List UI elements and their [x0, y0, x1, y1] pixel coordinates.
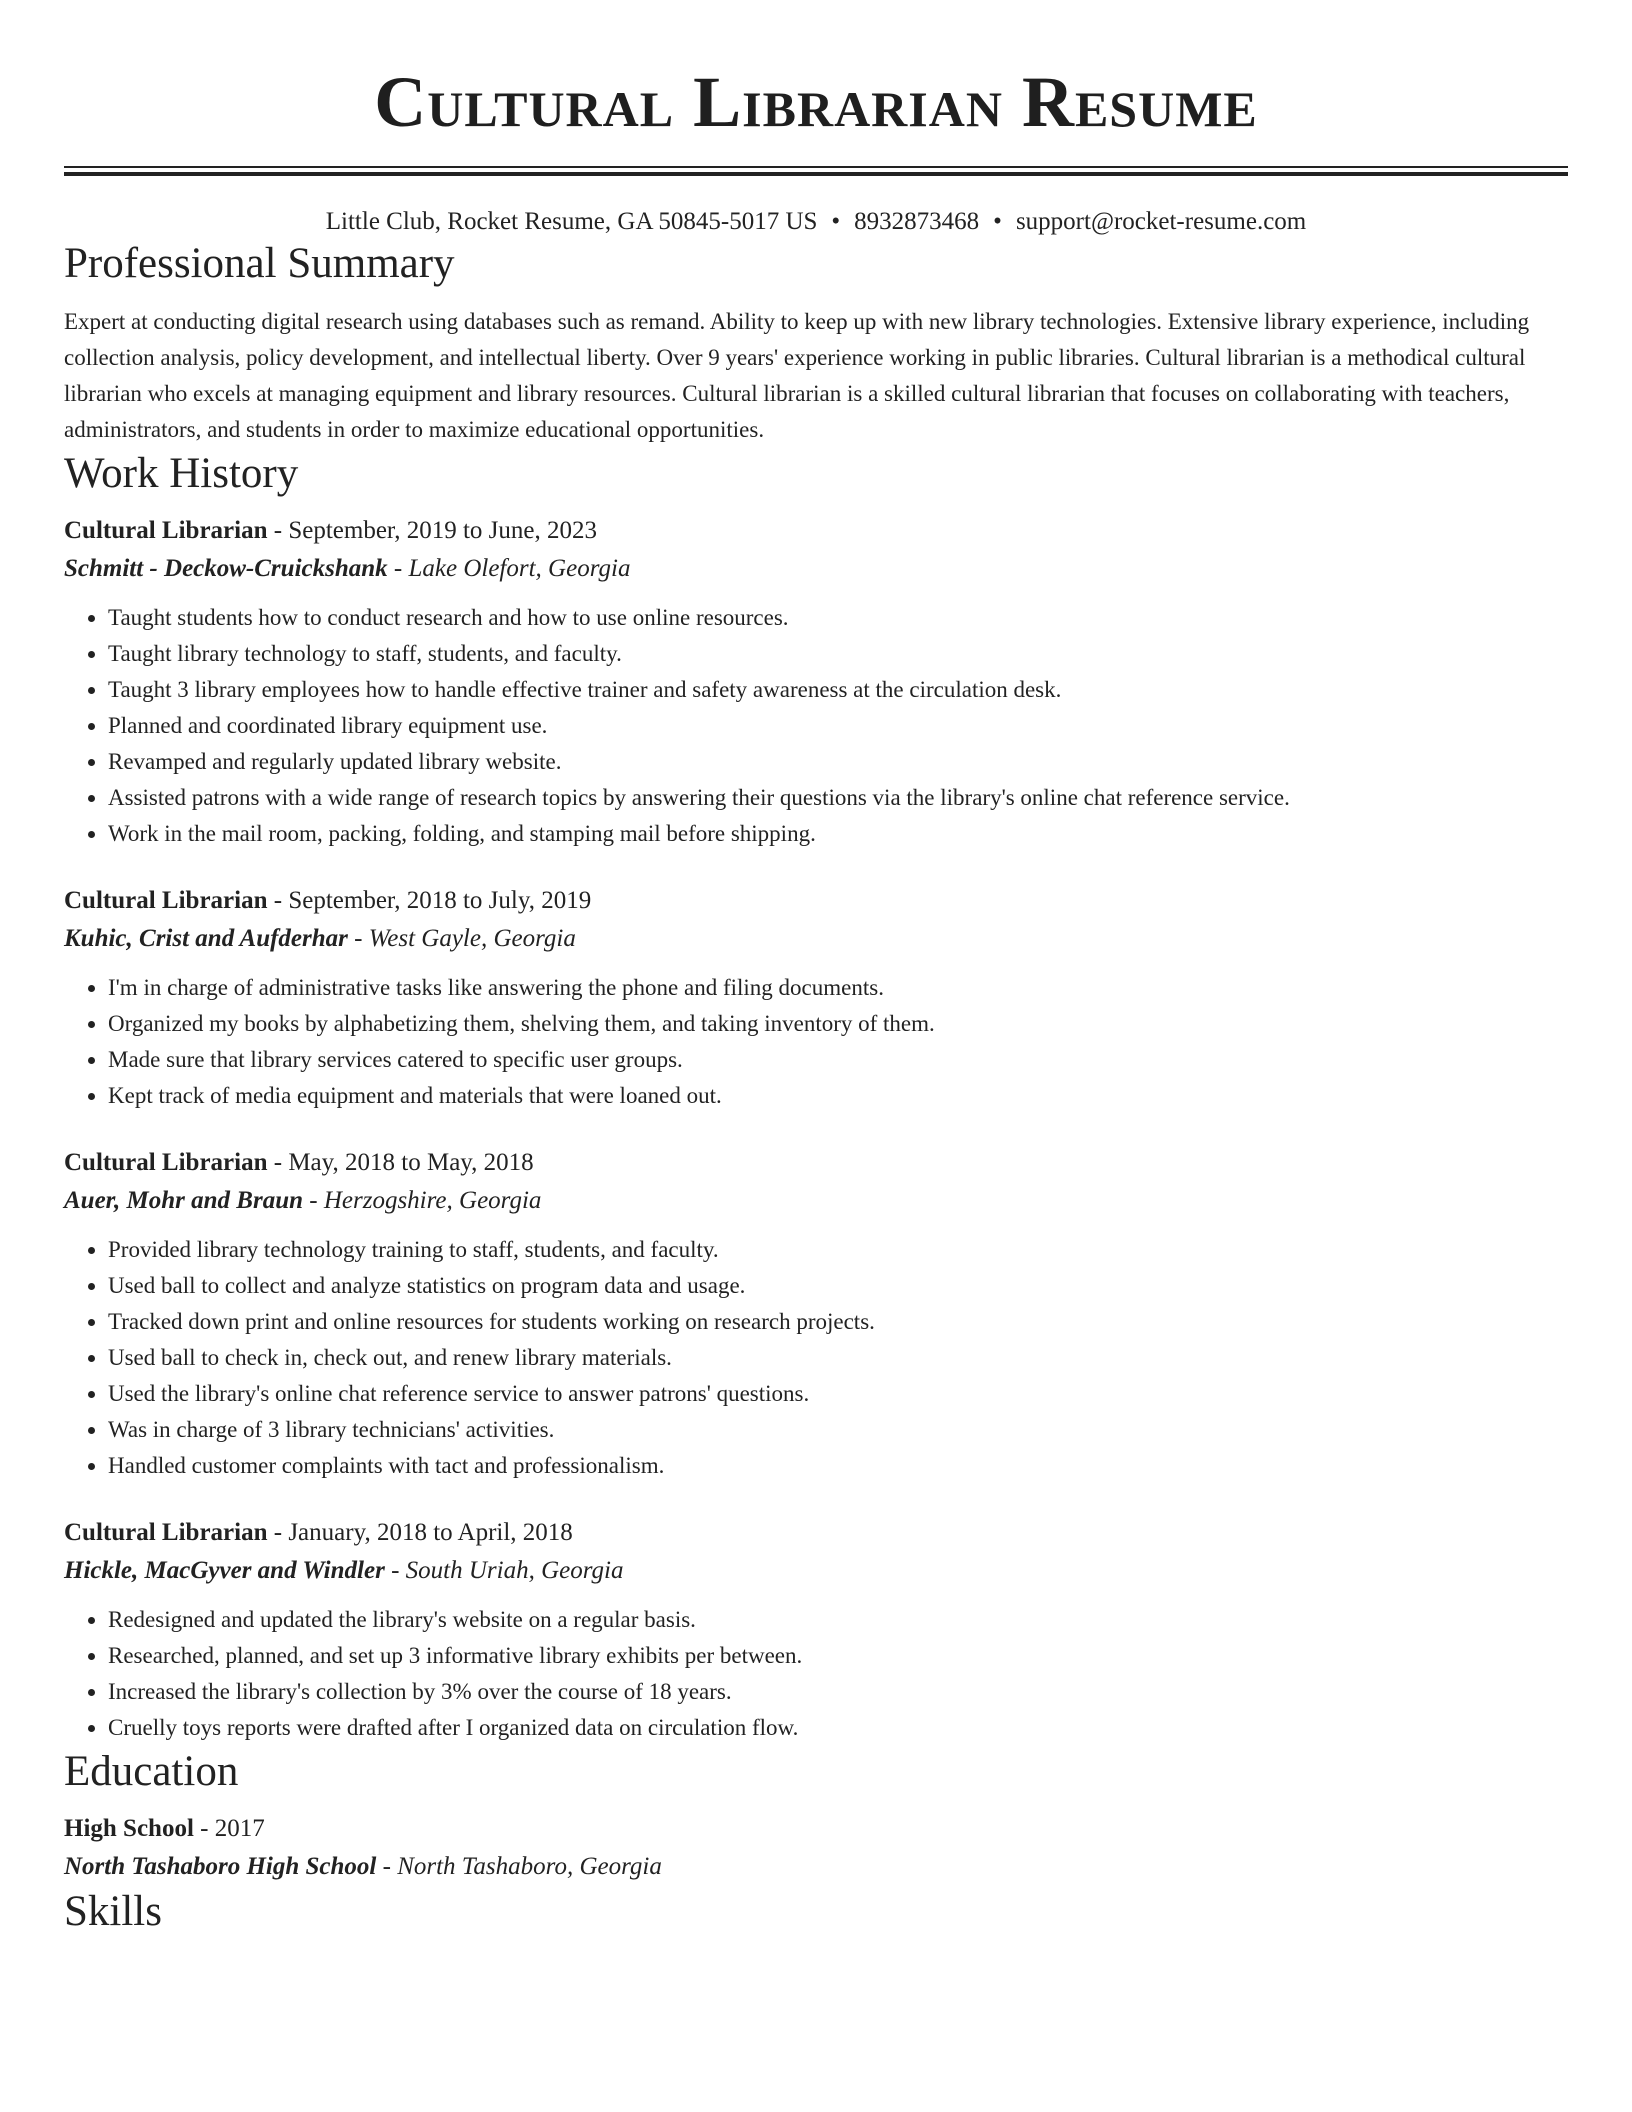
- duty-item: • Was in charge of 3 library technicians' activities.: [108, 1412, 1568, 1448]
- education-heading: Education: [64, 1748, 239, 1795]
- company-location: - South Uriah, Georgia: [384, 1557, 624, 1584]
- duty-item: • Increased the library's collection by 3% over the course of 18 years.: [108, 1674, 1568, 1710]
- duty-item: • Planned and coordinated library equipment use.: [108, 708, 1568, 744]
- resume-title: Cultural Librarian Resume: [374, 62, 1258, 142]
- duty-item: • Used ball to collect and analyze statistics on program data and usage.: [108, 1268, 1568, 1304]
- duty-item: • Kept track of media equipment and materials that were loaned out.: [108, 1078, 1568, 1114]
- summary-heading: Professional Summary: [64, 240, 455, 287]
- duty-item: • Revamped and regularly updated library website.: [108, 744, 1568, 780]
- company-location: - Herzogshire, Georgia: [303, 1187, 542, 1214]
- job-header: [64, 1514, 1568, 1552]
- contact-separator: •: [831, 208, 841, 235]
- job-entry: [64, 512, 1568, 852]
- graduation-year: - 2017: [193, 1815, 265, 1842]
- education-entry: [64, 1810, 1568, 1886]
- contact-separator: •: [993, 208, 1002, 235]
- job-dates: - January, 2018 to April, 2018: [267, 1519, 573, 1546]
- company-name: Auer, Mohr and Braun: [64, 1187, 304, 1214]
- company-name: Hickle, MacGyver and Windler: [64, 1557, 385, 1584]
- duty-item: • Used the library's online chat reference service to answer patrons' questions.: [108, 1376, 1568, 1412]
- company-name: Kuhic, Crist and Aufderhar: [64, 925, 348, 952]
- duty-item: • Handled customer complaints with tact and professionalism.: [108, 1448, 1568, 1484]
- job-dates: - September, 2019 to June, 2023: [267, 517, 598, 544]
- education-header: [64, 1810, 1568, 1848]
- school-location: - North Tashaboro, Georgia: [376, 1853, 662, 1880]
- duty-list: [64, 1602, 1568, 1746]
- job-employer: [64, 1182, 1568, 1220]
- duty-item: • Assisted patrons with a wide range of research topics by answering their questions via the library's online chat reference service.: [108, 780, 1568, 816]
- school-name: North Tashaboro High School: [64, 1853, 377, 1880]
- job-dates: - May, 2018 to May, 2018: [267, 1149, 534, 1176]
- contact-email: support@rocket-resume.com: [1015, 208, 1307, 235]
- duty-item: • Cruelly toys reports were drafted after I organized data on circulation flow.: [108, 1710, 1568, 1746]
- skills-heading: Skills: [64, 1888, 162, 1935]
- job-title: Cultural Librarian: [64, 1519, 268, 1546]
- summary-text: Expert at conducting digital research using databases such as remand. Ability to keep up with new library technologies. Extensive library experience, including collection analysis, policy development, and intellectual liberty. Over 9 years' experience working in public libraries. Cultural librarian is a methodical cultural librarian who excels at managing equipment and library resources. Cultural librarian is a skilled cultural librarian that focuses on collaborating with teachers, administrators, and students in order to maximize educational opportunities.: [64, 309, 1530, 442]
- education-school: [64, 1848, 1568, 1886]
- job-employer: [64, 550, 1568, 588]
- duty-item: • Organized my books by alphabetizing them, shelving them, and taking inventory of them.: [108, 1006, 1568, 1042]
- duty-item: • Researched, planned, and set up 3 informative library exhibits per between.: [108, 1638, 1568, 1674]
- job-employer: [64, 1552, 1568, 1590]
- duty-item: • Made sure that library services catered to specific user groups.: [108, 1042, 1568, 1078]
- company-location: - Lake Olefort, Georgia: [387, 555, 631, 582]
- duty-item: • Used ball to check in, check out, and renew library materials.: [108, 1340, 1568, 1376]
- duty-item: • Tracked down print and online resources for students working on research projects.: [108, 1304, 1568, 1340]
- title-double-rule: [64, 166, 1568, 176]
- contact-phone: 8932873468: [854, 208, 980, 235]
- duty-list: [64, 1232, 1568, 1484]
- resume-page: [64, 0, 1568, 1938]
- job-title: Cultural Librarian: [64, 1149, 268, 1176]
- job-header: [64, 882, 1568, 920]
- company-name: Schmitt - Deckow-Cruickshank: [64, 555, 388, 582]
- duty-item: • Taught 3 library employees how to handle effective trainer and safety awareness at the circulation desk.: [108, 672, 1568, 708]
- job-title: Cultural Librarian: [64, 517, 268, 544]
- duty-item: • I'm in charge of administrative tasks like answering the phone and filing documents.: [108, 970, 1568, 1006]
- duty-list: [64, 970, 1568, 1114]
- duty-list: [64, 600, 1568, 852]
- job-entry: [64, 882, 1568, 1114]
- degree-name: High School: [64, 1815, 194, 1842]
- job-header: [64, 1144, 1568, 1182]
- duty-item: • Redesigned and updated the library's website on a regular basis.: [108, 1602, 1568, 1638]
- job-entry: [64, 1144, 1568, 1484]
- company-location: - West Gayle, Georgia: [347, 925, 576, 952]
- duty-item: • Work in the mail room, packing, folding, and stamping mail before shipping.: [108, 816, 1568, 852]
- duty-item: • Taught library technology to staff, students, and faculty.: [108, 636, 1568, 672]
- duty-item: • Provided library technology training to staff, students, and faculty.: [108, 1232, 1568, 1268]
- contact-line: [64, 206, 1568, 238]
- job-entry: [64, 1514, 1568, 1746]
- job-title: Cultural Librarian: [64, 887, 268, 914]
- job-header: [64, 512, 1568, 550]
- job-employer: [64, 920, 1568, 958]
- work-history-heading: Work History: [64, 450, 299, 497]
- contact-address: Little Club, Rocket Resume, GA 50845-5017 US: [325, 208, 818, 235]
- duty-item: • Taught students how to conduct research and how to use online resources.: [108, 600, 1568, 636]
- job-dates: - September, 2018 to July, 2019: [267, 887, 592, 914]
